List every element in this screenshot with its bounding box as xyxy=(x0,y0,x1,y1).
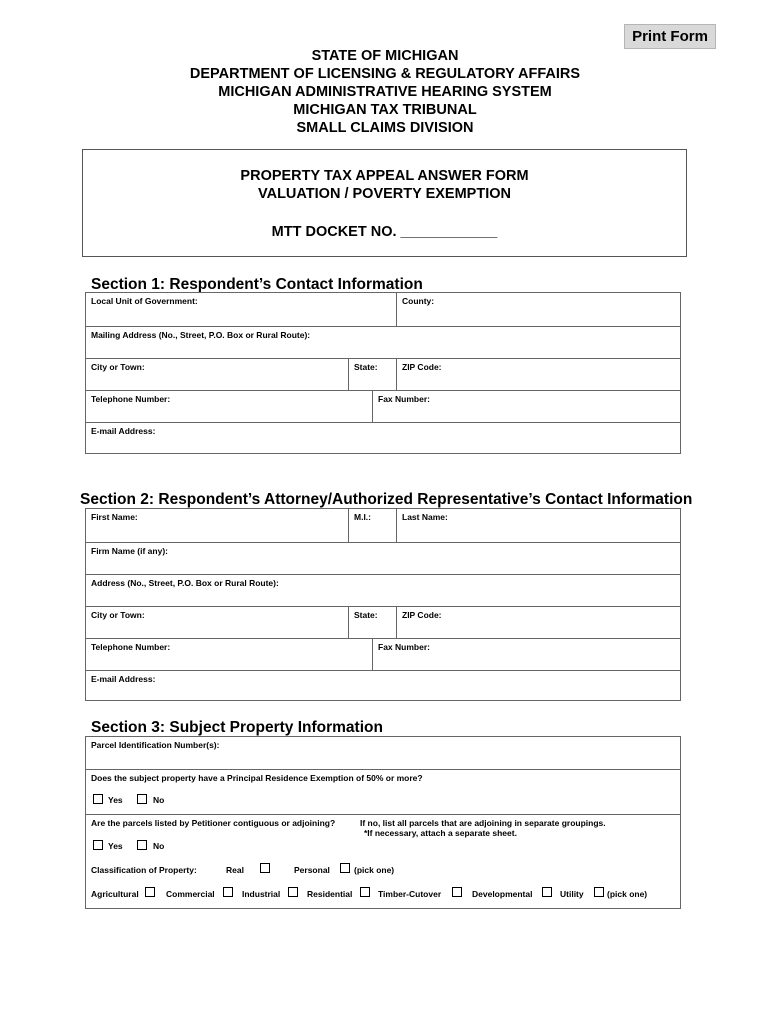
s2-row-firm xyxy=(86,542,680,574)
contiguous-note-sheet: *If necessary, attach a separate sheet. xyxy=(364,828,517,838)
utility-checkbox[interactable] xyxy=(594,887,604,897)
first-name-field[interactable]: First Name: xyxy=(91,512,138,522)
agricultural-checkbox[interactable] xyxy=(145,887,155,897)
header-small-claims: SMALL CLAIMS DIVISION xyxy=(296,120,474,136)
pre-question: Does the subject property have a Principal Residence Exemption of 50% or more? xyxy=(91,773,423,783)
contiguous-yes-label: Yes xyxy=(108,841,123,851)
parcel-id-field[interactable]: Parcel Identification Number(s): xyxy=(91,740,220,750)
pre-yes-checkbox[interactable] xyxy=(93,794,103,804)
s3-row-contiguous xyxy=(86,814,680,909)
industrial-label: Industrial xyxy=(242,889,281,899)
rep-address-field[interactable]: Address (No., Street, P.O. Box or Rural Route): xyxy=(91,578,279,588)
rep-state-field[interactable]: State: xyxy=(354,610,378,620)
developmental-checkbox[interactable] xyxy=(542,887,552,897)
rep-city-field[interactable]: City or Town: xyxy=(91,610,145,620)
s2-row-address xyxy=(86,574,680,606)
developmental-label: Developmental xyxy=(472,889,533,899)
pre-no-checkbox[interactable] xyxy=(137,794,147,804)
form-subtitle: VALUATION / POVERTY EXEMPTION xyxy=(258,186,511,202)
pre-no-label: No xyxy=(153,795,165,805)
commercial-checkbox[interactable] xyxy=(223,887,233,897)
timber-cutover-label: Timber-Cutover xyxy=(378,889,442,899)
rep-fax-field[interactable]: Fax Number: xyxy=(378,642,430,652)
email-field[interactable]: E-mail Address: xyxy=(91,426,156,436)
print-form-button[interactable]: Print Form xyxy=(624,24,716,49)
section2-title: Section 2: Respondent’s Attorney/Authorized Representative’s Contact Information xyxy=(80,491,693,508)
header-hearing-system: MICHIGAN ADMINISTRATIVE HEARING SYSTEM xyxy=(218,84,552,100)
s1-row-phone xyxy=(86,390,680,422)
section1-title: Section 1: Respondent’s Contact Information xyxy=(91,276,423,293)
form-title-box xyxy=(82,149,687,257)
s2-row-city xyxy=(86,606,680,638)
s1-row-local-unit xyxy=(86,293,680,326)
form-title: PROPERTY TAX APPEAL ANSWER FORM xyxy=(240,168,529,184)
contiguous-no-label: No xyxy=(153,841,165,851)
section3-title: Section 3: Subject Property Information xyxy=(91,719,383,736)
rep-zip-field[interactable]: ZIP Code: xyxy=(402,610,442,620)
city-field[interactable]: City or Town: xyxy=(91,362,145,372)
middle-initial-field[interactable]: M.I.: xyxy=(354,512,371,522)
docket-number-field[interactable]: MTT DOCKET NO. ____________ xyxy=(271,224,498,240)
contiguous-yes-checkbox[interactable] xyxy=(93,840,103,850)
s2-row-name xyxy=(86,509,680,542)
rep-email-field[interactable]: E-mail Address: xyxy=(91,674,156,684)
s3-row-pre xyxy=(86,769,680,814)
real-checkbox[interactable] xyxy=(260,863,270,873)
industrial-checkbox[interactable] xyxy=(288,887,298,897)
residential-checkbox[interactable] xyxy=(360,887,370,897)
section2-table xyxy=(85,508,681,701)
s2-row-phone xyxy=(86,638,680,670)
contiguous-note: If no, list all parcels that are adjoining in separate groupings. xyxy=(360,818,606,828)
state-field[interactable]: State: xyxy=(354,362,378,372)
section3-table xyxy=(85,736,681,909)
classification-label: Classification of Property: xyxy=(91,865,197,875)
pick-one-label: (pick one) xyxy=(354,865,395,875)
contiguous-no-checkbox[interactable] xyxy=(137,840,147,850)
county-field[interactable]: County: xyxy=(402,296,435,306)
contiguous-question: Are the parcels listed by Petitioner contiguous or adjoining? xyxy=(91,818,336,828)
utility-pick-one-label: (pick one) xyxy=(607,889,648,899)
timber-cutover-checkbox[interactable] xyxy=(452,887,462,897)
section1-table xyxy=(85,292,681,454)
commercial-label: Commercial xyxy=(166,889,215,899)
personal-checkbox[interactable] xyxy=(340,863,350,873)
utility-label: Utility xyxy=(560,889,584,899)
pre-yes-label: Yes xyxy=(108,795,123,805)
agricultural-label: Agricultural xyxy=(91,889,139,899)
telephone-field[interactable]: Telephone Number: xyxy=(91,394,171,404)
rep-telephone-field[interactable]: Telephone Number: xyxy=(91,642,171,652)
s1-row-mailing xyxy=(86,326,680,358)
fax-field[interactable]: Fax Number: xyxy=(378,394,430,404)
residential-label: Residential xyxy=(307,889,353,899)
firm-name-field[interactable]: Firm Name (if any): xyxy=(91,546,168,556)
header-tax-tribunal: MICHIGAN TAX TRIBUNAL xyxy=(293,102,477,118)
header-state: STATE OF MICHIGAN xyxy=(311,48,459,64)
header-department: DEPARTMENT OF LICENSING & REGULATORY AFFAIRS xyxy=(189,66,581,82)
s1-row-city xyxy=(86,358,680,390)
zip-field[interactable]: ZIP Code: xyxy=(402,362,442,372)
s1-row-email xyxy=(86,422,680,454)
s2-row-email xyxy=(86,670,680,701)
local-unit-field[interactable]: Local Unit of Government: xyxy=(91,296,198,306)
real-label: Real xyxy=(226,865,244,875)
s3-row-parcel xyxy=(86,737,680,769)
last-name-field[interactable]: Last Name: xyxy=(402,512,448,522)
personal-label: Personal xyxy=(294,865,330,875)
mailing-address-field[interactable]: Mailing Address (No., Street, P.O. Box or Rural Route): xyxy=(91,330,311,340)
